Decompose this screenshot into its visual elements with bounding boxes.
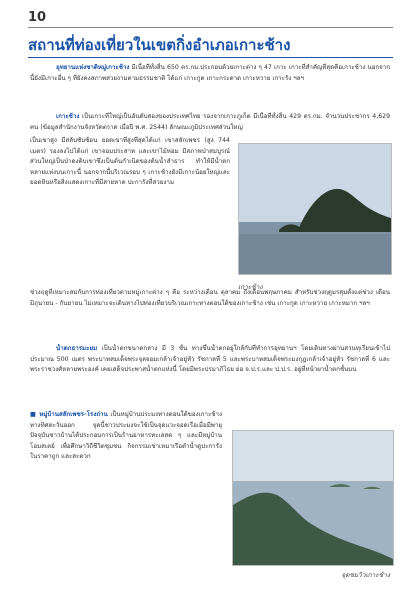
photo-viewpoint-caption: จุดชมวิวเกาะช้าง (341, 571, 390, 579)
paragraph-village (30, 410, 222, 560)
lead-village: หมู่บ้านสลักเพชร-โรงถ่าน (39, 411, 108, 418)
paragraph-koh-chang-intro (30, 112, 390, 134)
lead-koh-chang: เกาะช้าง (56, 113, 80, 120)
text-koh-chang-intro: เป็นเกาะที่ใหญ่เป็นอันดับสองของประเทศไทย รองจากเกาะภูเก็ต มีเนื้อที่ทั้งสิ้น 429 ตร.กม. จำนวนประชากร 4,629 คน (ข้อมูลสำนักงานจังหวัดตราด เมื่อปี พ.ศ. 2544) ลักษณะภูมิประเทศส่วนใหญ่ (30, 113, 390, 131)
top-rule (28, 27, 393, 28)
page-number: 10 (28, 10, 47, 25)
lead-waterfall: น้ำตกธารมะยม (56, 345, 98, 352)
text-village: เป็นหมู่บ้านประมงทางตอนใต้ของเกาะช้างทางทิศตะวันออก จุดนี้ชาวประมงจะใช้เป็นจุดแวะจอดเรือเมื่อมีพายุ ปัจจุบันชาวบ้านได้ประกอบการเป็นร้านอาหารทะเลสด ๆ และมีหมู่บ้านโฮมสเตย์ เพื่อศึกษาวิถีชีวิตชุมชน กิจกรรมเช่าเหมาเรือดำน้ำดูปะการัง ในราคาถูก และสะดวก (30, 411, 222, 461)
text-waterfall: เป็นน้ำตกขนาดกลาง มี 3 ชั้น ทางขึ้นน้ำตกอยู่ใกล้กับที่ทำการอุทยานฯ โดยเดินทางผ่านสวนทุเรียนเข้าไปประมาณ 500 เมตร พระบาทสมเด็จพระจุลจอมเกล้าเจ้าอยู่หัว รัชกาลที่ 5 และพระบาทสมเด็จพระมงกุฎเกล้าเจ้าอยู่หัว รัชกาลที่ 6 และพระราชวงศ์หลายพระองค์ เคยเสด็จประพาสน้ำตกแห่งนี้ โดยมีพระปรมาภิไธย ย่อ จ.ป.ร.และ ป.ป.ร. อยู่ที่หน้าผาน้ำตกชั้นบน (30, 345, 390, 374)
lead-national-park: อุทยานแห่งชาติหมู่เกาะช้าง (56, 64, 130, 71)
text-koh-chang-column: เป็นเขาสูง มีสลับซับซ้อน ยอดเขาที่สูงที่สุดได้แก่ เขาสลักเพชร (สูง 744 เมตร) รองลงไปได้แก่ เขาจอมประสาท และเขาไม้หอม มีสภาพป่าสมบูรณ์ ส่วนใหญ่เป็นป่าดงดิบเขาซึ่งเป็นต้นกำเนิดของต้นน้ำลำธาร ทำให้มีน้ำตกหลายแห่งบนเกาะนี้ นอกจากนี้บริเวณรอบ ๆ เกาะช้างยังมีเกาะน้อยใหญ่และยอดหินหรือสิ่งแสดงเกาะที่มีสายหาด ปะการังที่สวยงาม (30, 137, 230, 187)
photo-viewpoint (232, 430, 394, 566)
paragraph-koh-chang-column (30, 136, 230, 284)
text-national-park: มีเนื้อที่ทั้งสิ้น 650 ตร.กม.ประกอบด้วยเกาะต่าง ๆ 47 เกาะ เกาะที่สำคัญที่สุดคือเกาะช้าง นอกจากนี้ยังมีเกาะอื่น ๆ ที่ยังคงสภาพสวยงามตามธรรมชาติ ได้แก่ เกาะกูด เกาะกระดาด เกาะหวาย เกาะรัง ฯลฯ (30, 64, 390, 82)
text-season: ช่วงฤดูที่เหมาะสมกับการท่องเที่ยวตามหมู่เกาะต่าง ๆ คือ ระหว่างเดือน ตุลาคม ถึงเดือนพฤษภาคม สำหรับช่วงฤดูมรสุมตั้งแต่ช่วง เดือนมิถุนายน - กันยายน ไม่เหมาะจะเดินทางไปท่องเที่ยวบริเวณเกาะทางตอนใต้ของเกาะช้าง เช่น เกาะกูด เกาะหวาย เกาะหมาก ฯลฯ (30, 289, 390, 307)
paragraph-season (30, 288, 390, 332)
paragraph-national-park (30, 63, 390, 105)
page-title: สถานที่ท่องเที่ยวในเขตกิ่งอำเภอเกาะช้าง (28, 36, 291, 54)
photo-koh-chang-caption: เกาะช้าง (238, 283, 263, 291)
photo-koh-chang (238, 143, 392, 275)
bullet-icon: ■ (30, 411, 37, 418)
paragraph-waterfall (30, 344, 390, 400)
photo-viewpoint-image (233, 431, 393, 565)
photo-koh-chang-image (239, 144, 391, 274)
title-rule (28, 57, 393, 58)
